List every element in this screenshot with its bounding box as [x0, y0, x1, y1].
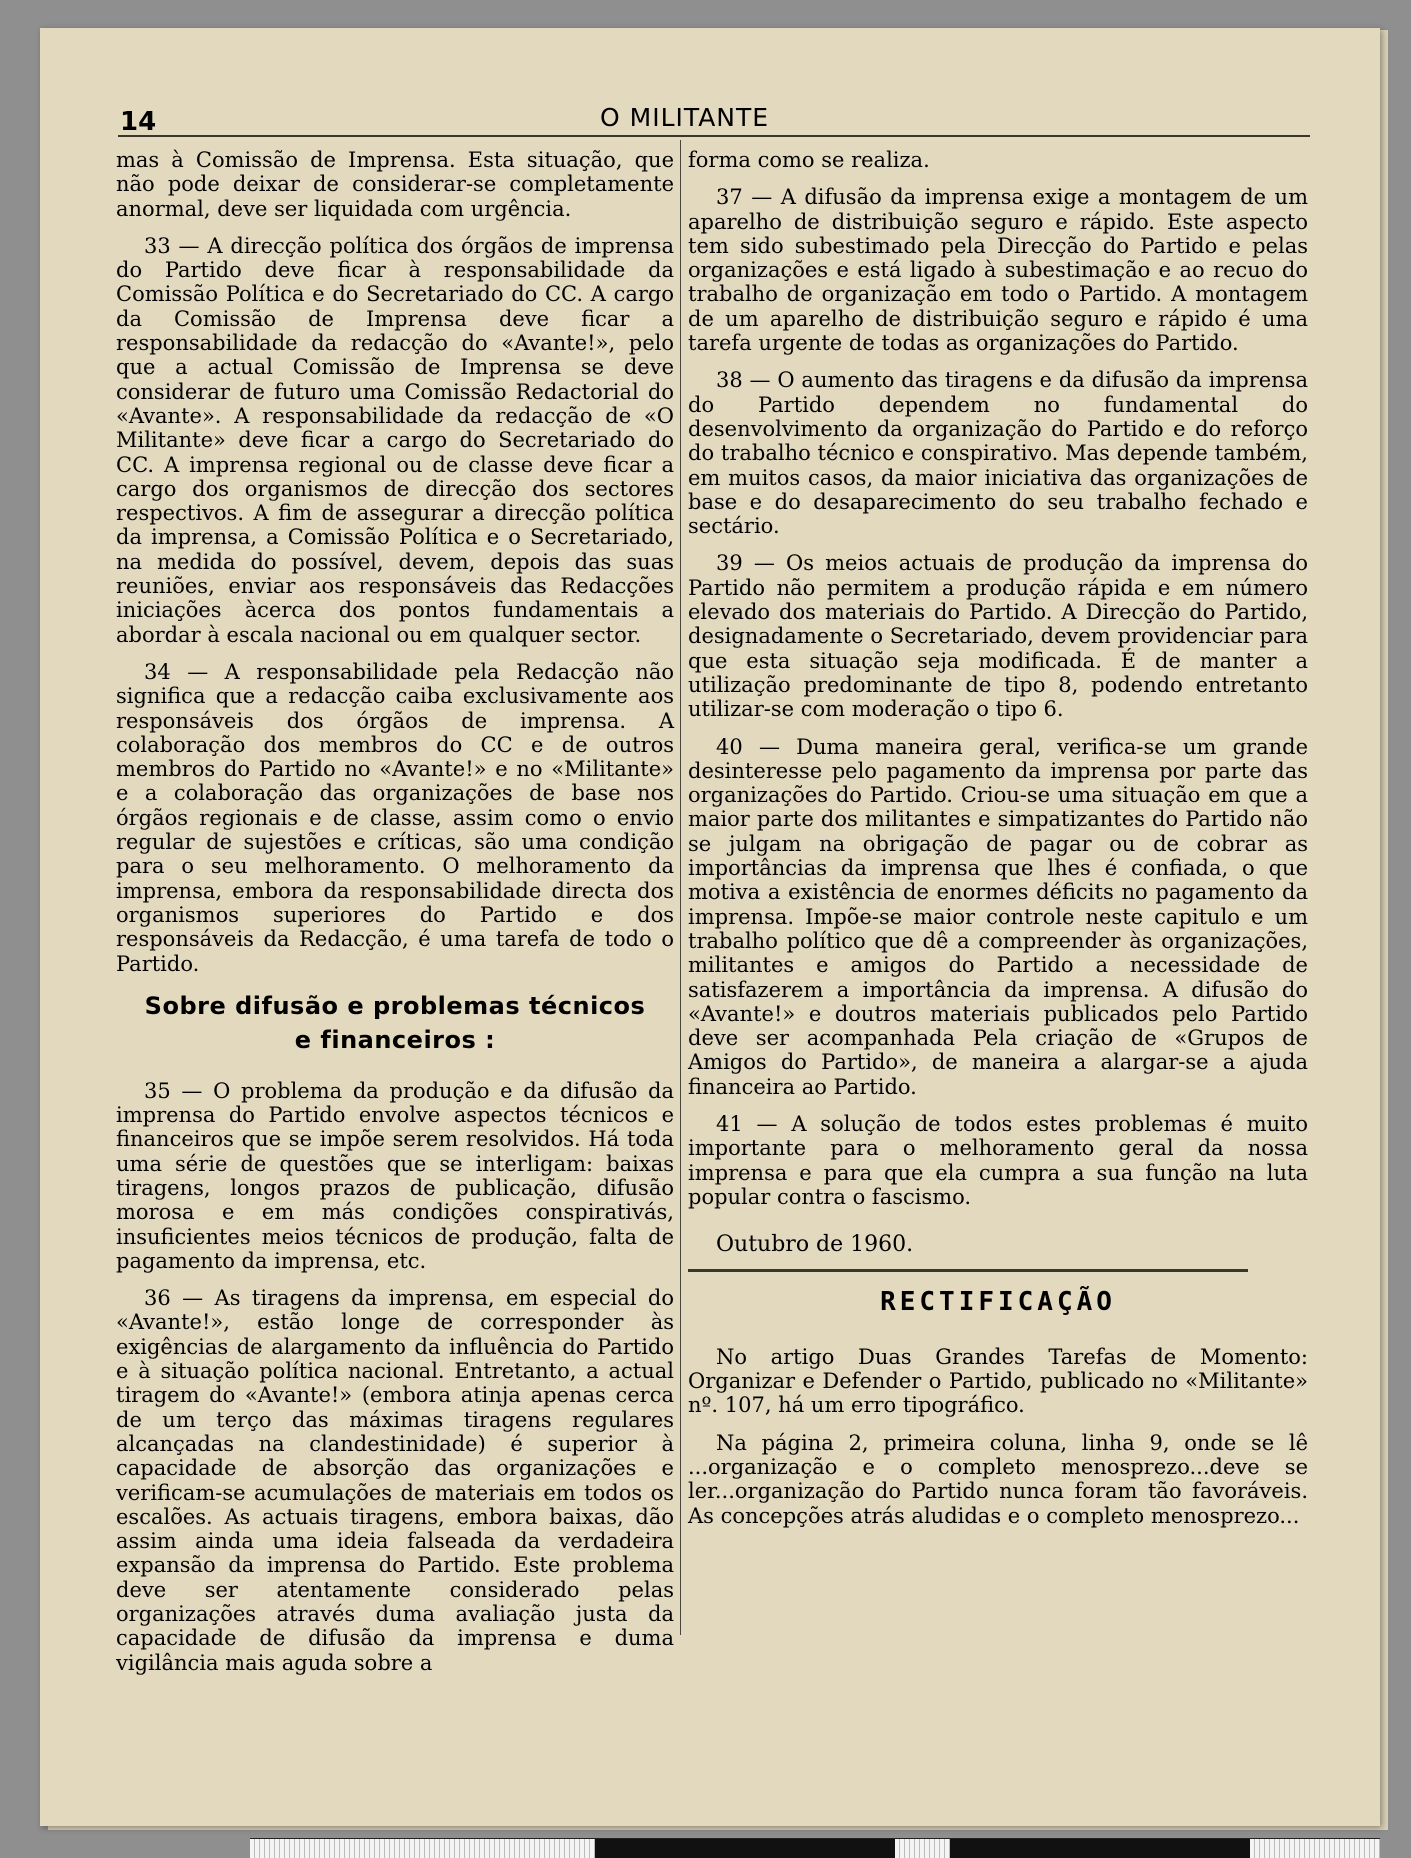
paragraph-40: 40 — Duma maneira geral, verifica-se um grande desinteresse pelo pagamento da imprensa por parte das organizações do Partido. Criou-se uma situação em que a maior parte dos militantes e simpatizantes do Partido não se julgam na obrigação de pagar ou de cobrar as importâncias da imprensa que lhes é confiada, o que motiva a existência de enormes déficits no pagamento da imprensa. Impõe-se maior controle neste capitulo e um trabalho político que dê a compreender às organizações, militantes e amigos do Partido a necessidade de satisfazerem a importância da imprensa. A difusão do «Avante!» e doutros materiais publicados pelo Partido deve ser acompanhada Pela criação de «Grupos de Amigos do Partido», de maneira a alargar-se a ajuda financeira ao Partido. — [688, 734, 1308, 1099]
paragraph-continuation-right: forma como se realiza. — [688, 148, 930, 172]
paragraph-37: 37 — A difusão da imprensa exige a montagem de um aparelho de distribuição seguro e rápido. Este aspecto tem sido subestimado pela Direcção do Partido e pelas organizações e está ligado à subestimação e ao recuo do trabalho de organização em todo o Partido. A montagem de um aparelho de distribuição seguro e rápido é uma tarefa urgente de todas as organizações do Partido. — [688, 185, 1308, 356]
paragraph-34: 34 — A responsabilidade pela Redacção não significa que a redacção caiba exclusivamente aos responsáveis dos órgãos de imprensa. A colaboração dos membros do CC e de outros membros do Partido no «Avante!» e no «Militante» e a colaboração das organizações de base nos órgãos regionais e de classe, assim como o envio regular de sujestões e críticas, são uma condição para o seu melhoramento. O melhoramento da imprensa, embora da responsabilidade directa dos organismos superiores do Partido e dos responsáveis da Redacção, é uma tarefa de todo o Partido. — [116, 659, 674, 976]
rectification-title: RECTIFICAÇÃO — [880, 1287, 1116, 1318]
column-divider — [680, 140, 681, 1635]
paragraph-35: 35 — O problema da produção e da difusão da imprensa do Partido envolve aspectos técnicos e financeiros que se impõe serem resolvidos. Há toda uma série de questões que se interligam: baixas tiragens, longos prazos de publicação, difusão morosa e em más condições conspirativás, insuficientes meios técnicos de produção, falta de pagamento da imprensa, etc. — [116, 1078, 674, 1273]
rectification-paragraph-1: No artigo Duas Grandes Tarefas de Momento: Organizar e Defender o Partido, publicado no «Militante» nº. 107, há um erro tipográfico. — [688, 1344, 1308, 1418]
rectification-paragraph-2: Na página 2, primeira coluna, linha 9, onde se lê ...organização e o completo menosprezo...deve se ler...organização do Partido nunca foram tão favoráveis. As concepções atrás aludidas e o completo menosprezo... — [688, 1430, 1308, 1528]
paragraph-41: 41 — A solução de todos estes problemas é muito importante para o melhoramento geral da nossa imprensa e para que ela cumpra a sua função na luta popular contra o fascismo. — [688, 1111, 1308, 1209]
scale-bar-segment — [595, 1839, 895, 1858]
paragraph-continuation: mas à Comissão de Imprensa. Esta situação, que não pode deixar de considerar-se completamente anormal, deve ser liquidada com urgência. — [116, 148, 674, 221]
left-column — [116, 148, 674, 1688]
paragraph-36: 36 — As tiragens da imprensa, em especial do «Avante!», estão longe de corresponder às exigências de alargamento da influência do Partido e à situação política nacional. Entretanto, a actual tiragem do «Avante!» (embora atinja apenas cerca de um terço das máximas tiragens regulares alcançadas na clandestinidade) é superior à capacidade de absorção das organizações e verificam-se acumulações de materiais em todos os escalões. As actuais tiragens, embora baixas, dão assim ainda uma ideia falseada da verdadeira expansão da imprensa do Partido. Este problema deve ser atentamente considerado pelas organizações através duma avaliação justa da capacidade de difusão da imprensa e duma vigilância mais aguda sobre a — [116, 1286, 674, 1675]
paragraph-33: 33 — A direcção política dos órgãos de imprensa do Partido deve ficar à responsabilidade da Comissão Política e do Secretariado do CC. A cargo da Comissão de Imprensa deve ficar a responsabilidade da redacção do «Avante!», pelo que a actual Comissão de Imprensa se deve considerar de futuro uma Comissão Redactorial do «Avante». A responsabilidade da redacção de «O Militante» deve ficar a cargo do Secretariado do CC. A imprensa regional ou de classe deve ficar a cargo dos organismos de direcção dos sectores respectivos. A fim de assegurar a direcção política da imprensa, a Comissão Política e o Secretariado, na medida do possível, devem, depois das suas reuniões, enviar aos responsáveis das Redacções iniciações àcerca dos pontos fundamentais a abordar à escala nacional ou em qualquer sector. — [116, 233, 674, 647]
publication-title: O MILITANTE — [600, 103, 770, 132]
header-rule — [118, 135, 1310, 137]
scale-bar — [250, 1838, 1380, 1858]
scale-bar-segment — [950, 1839, 1250, 1858]
right-column — [688, 148, 1308, 1541]
date-line: Outubro de 1960. — [716, 1232, 914, 1258]
section-heading-line2: e financeiros : — [294, 1025, 496, 1054]
section-heading-line1: Sobre difusão e problemas técnicos — [144, 991, 646, 1020]
section-heading — [116, 989, 674, 1057]
paragraph-38: 38 — O aumento das tiragens e da difusão da imprensa do Partido dependem no fundamental do desenvolvimento da organização do Partido e do reforço do trabalho técnico e conspirativo. Mas depende também, em muitos casos, da maior iniciativa das organizações de base e do desaparecimento do seu trabalho fechado e sectário. — [688, 368, 1308, 539]
page-number: 14 — [120, 107, 157, 137]
section-rule — [688, 1269, 1248, 1272]
paragraph-39: 39 — Os meios actuais de produção da imprensa do Partido não permitem a produção rápida e em número elevado dos materiais do Partido. A Direcção do Partido, designadamente o Secretariado, devem providenciar para que esta situação seja modificada. É de manter a utilização predominante de tipo 8, podendo entretanto utilizar-se com moderação o tipo 6. — [688, 551, 1308, 722]
